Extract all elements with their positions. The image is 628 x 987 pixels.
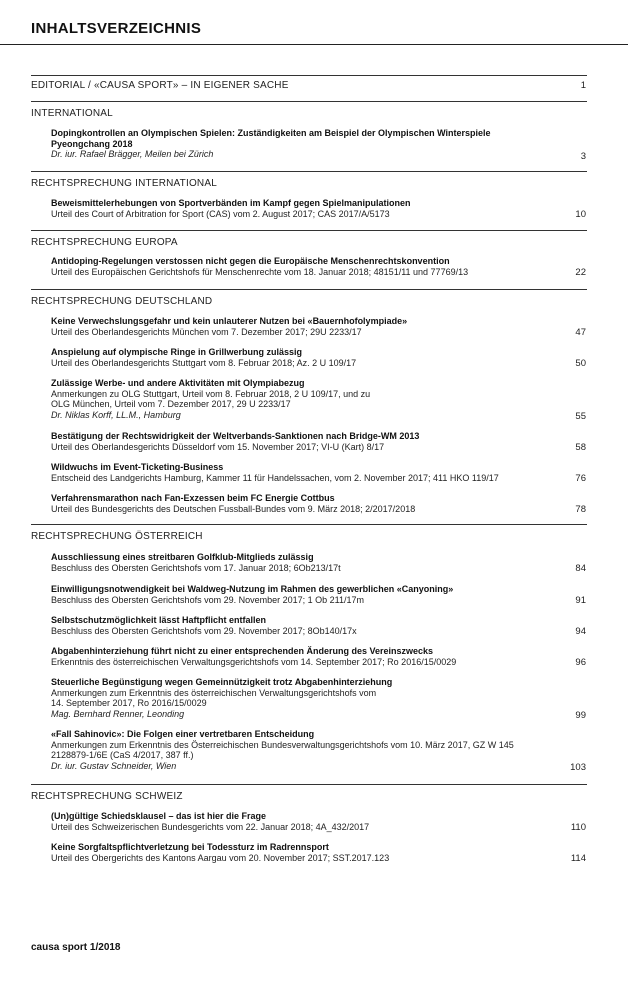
entry-author: Dr. Niklas Korff, LL.M., Hamburg: [51, 409, 181, 420]
page-number: 91: [575, 595, 586, 606]
entry-title: Bestätigung der Rechtswidrigkeit der Weltverbands-Sanktionen nach Bridge-WM 2013: [51, 431, 420, 441]
divider: [31, 784, 587, 785]
entry-title: Keine Sorgfaltspflichtverletzung bei Todessturz im Radrennsport: [51, 842, 329, 852]
section-heading: RECHTSPRECHUNG INTERNATIONAL: [31, 178, 217, 189]
entry-subtitle: Beschluss des Obersten Gerichtshofs vom 29. November 2017; 1 Ob 211/17m: [51, 594, 364, 605]
entry-title: «Fall Sahinovic»: Die Folgen einer vertretbaren Entscheidung: [51, 729, 315, 739]
toc-entry[interactable]: [51, 128, 551, 160]
entry-subtitle: Urteil des Court of Arbitration for Sport (CAS) vom 2. August 2017; CAS 2017/A/5173: [51, 208, 390, 219]
toc-entry[interactable]: [51, 198, 551, 219]
toc-entry[interactable]: [51, 378, 551, 420]
entry-title: Ausschliessung eines streitbaren Golfklub-Mitglieds zulässig: [51, 552, 314, 562]
page-number: 47: [575, 327, 586, 338]
page-number: 76: [575, 473, 586, 484]
page-number: 50: [575, 358, 586, 369]
divider: [31, 289, 587, 290]
entry-title: Antidoping-Regelungen verstossen nicht gegen die Europäische Menschenrechtskonvention: [51, 256, 450, 266]
entry-subtitle: Urteil des Bundesgerichts des Deutschen Fussball-Bundes vom 9. März 2018; 2/2017/2018: [51, 503, 416, 514]
divider: [31, 75, 587, 76]
section-heading: RECHTSPRECHUNG ÖSTERREICH: [31, 531, 203, 542]
entry-subtitle: Urteil des Europäischen Gerichtshofs für Menschenrechte vom 18. Januar 2018; 48151/11 und 77769/13: [51, 266, 469, 277]
entry-subtitle: Erkenntnis des österreichischen Verwaltungsgerichtshofs vom 14. September 2017; Ro 2016/15/0029: [51, 656, 457, 667]
footer-issue: causa sport 1/2018: [31, 942, 121, 953]
page-number: 94: [575, 626, 586, 637]
entry-author: Dr. iur. Rafael Brägger, Meilen bei Zürich: [51, 149, 214, 159]
section-heading: RECHTSPRECHUNG DEUTSCHLAND: [31, 296, 213, 307]
page-number: 84: [575, 563, 586, 574]
entry-title: Einwilligungsnotwendigkeit bei Waldweg-Nutzung im Rahmen des gewerblichen «Canyoning»: [51, 584, 454, 594]
divider: [31, 524, 587, 525]
entry-subtitle: Anmerkungen zum Erkenntnis des Österreichischen Bundesverwaltungsgerichtshofs vom 10. März 2017, GZ W 145: [51, 739, 514, 750]
title-divider: [0, 44, 628, 45]
toc-entry[interactable]: [51, 646, 551, 667]
entry-title: Steuerliche Begünstigung wegen Gemeinnützigkeit trotz Abgabenhinterziehung: [51, 677, 393, 687]
entry-subtitle: Anmerkungen zu OLG Stuttgart, Urteil vom 8. Februar 2018, 2 U 109/17, und zu: [51, 388, 371, 399]
toc-entry[interactable]: [51, 552, 551, 573]
page-number: 10: [575, 209, 586, 220]
entry-subtitle-continued: 14. September 2017, Ro 2016/15/0029: [51, 698, 207, 708]
page-title: INHALTSVERZEICHNIS: [31, 20, 202, 37]
entry-title: (Un)gültige Schiedsklausel – das ist hier die Frage: [51, 811, 267, 821]
entry-title: Selbstschutzmöglichkeit lässt Haftpflicht entfallen: [51, 615, 267, 625]
page-number: 110: [570, 822, 586, 833]
toc-entry[interactable]: [51, 347, 551, 368]
page-number: 22: [575, 267, 586, 278]
divider: [31, 230, 587, 231]
entry-subtitle: Urteil des Oberlandesgerichts Stuttgart vom 8. Februar 2018; Az. 2 U 109/17: [51, 357, 357, 368]
section-heading: RECHTSPRECHUNG SCHWEIZ: [31, 791, 183, 802]
entry-title: Zulässige Werbe- und andere Aktivitäten mit Olympiabezug: [51, 378, 305, 388]
divider: [31, 101, 587, 102]
toc-entry[interactable]: [51, 584, 551, 605]
entry-author: Dr. iur. Gustav Schneider, Wien: [51, 760, 177, 771]
toc-entry[interactable]: [51, 677, 551, 719]
entry-subtitle: Urteil des Schweizerischen Bundesgerichts vom 22. Januar 2018; 4A_432/2017: [51, 821, 370, 832]
entry-subtitle: Urteil des Obergerichts des Kantons Aargau vom 20. November 2017; SST.2017.123: [51, 852, 390, 863]
entry-title: Beweismittelerhebungen von Sportverbänden im Kampf gegen Spielmanipulationen: [51, 198, 411, 208]
entry-subtitle: Anmerkungen zum Erkenntnis des österreichischen Verwaltungsgerichtshofs vom: [51, 687, 377, 698]
editorial-label: EDITORIAL / «CAUSA SPORT» – IN EIGENER SACHE: [31, 80, 289, 91]
entry-subtitle-continued: 2128879-1/6E (CaS 4/2017, 387 ff.): [51, 750, 194, 760]
entry-subtitle: Beschluss des Obersten Gerichtshofs vom 29. November 2017; 8Ob140/17x: [51, 625, 357, 636]
page-number: 55: [575, 411, 586, 422]
page-number: 78: [575, 504, 586, 515]
entry-subtitle: Entscheid des Landgerichts Hamburg, Kammer 11 für Handelssachen, vom 2. November 2017; 411 HKO 119/17: [51, 472, 499, 483]
entry-subtitle: Urteil des Oberlandesgerichts München vom 7. Dezember 2017; 29U 2233/17: [51, 326, 362, 337]
page-number: 103: [570, 762, 586, 773]
toc-entry[interactable]: [51, 256, 551, 277]
entry-author: Mag. Bernhard Renner, Leonding: [51, 708, 185, 719]
toc-entry[interactable]: [51, 462, 551, 483]
entry-title: Abgabenhinterziehung führt nicht zu einer entsprechenden Änderung des Vereinszwecks: [51, 646, 434, 656]
entry-title: Anspielung auf olympische Ringe in Grillwerbung zulässig: [51, 347, 303, 357]
divider: [31, 171, 587, 172]
entry-title: Verfahrensmarathon nach Fan-Exzessen beim FC Energie Cottbus: [51, 493, 335, 503]
page-number: 1: [580, 80, 586, 91]
toc-entry[interactable]: [51, 842, 551, 863]
toc-entry[interactable]: [51, 493, 551, 514]
section-heading: INTERNATIONAL: [31, 108, 113, 119]
entry-title: Dopingkontrollen an Olympischen Spielen: Zuständigkeiten am Beispiel der Olympischen Winterspiele Pyeongchang 2018: [51, 128, 491, 149]
entry-subtitle: Urteil des Oberlandesgerichts Düsseldorf vom 15. November 2017; VI-U (Kart) 8/17: [51, 441, 385, 452]
toc-entry[interactable]: [51, 431, 551, 452]
entry-subtitle-continued: OLG München, Urteil vom 7. Dezember 2017, 29 U 2233/17: [51, 399, 291, 409]
entry-title: Keine Verwechslungsgefahr und kein unlauterer Nutzen bei «Bauernhofolympiade»: [51, 316, 408, 326]
toc-entry[interactable]: [51, 316, 551, 337]
page-number: 96: [575, 657, 586, 668]
page-number: 99: [575, 710, 586, 721]
entry-title: Wildwuchs im Event-Ticketing-Business: [51, 462, 224, 472]
toc-entry[interactable]: [51, 615, 551, 636]
page-number: 114: [570, 853, 586, 864]
page-number: 3: [580, 151, 586, 162]
section-heading: RECHTSPRECHUNG EUROPA: [31, 237, 178, 248]
toc-entry[interactable]: [51, 811, 551, 832]
toc-entry[interactable]: [51, 729, 551, 771]
page-number: 58: [575, 442, 586, 453]
entry-subtitle: Beschluss des Obersten Gerichtshofs vom 17. Januar 2018; 6Ob213/17t: [51, 562, 341, 573]
